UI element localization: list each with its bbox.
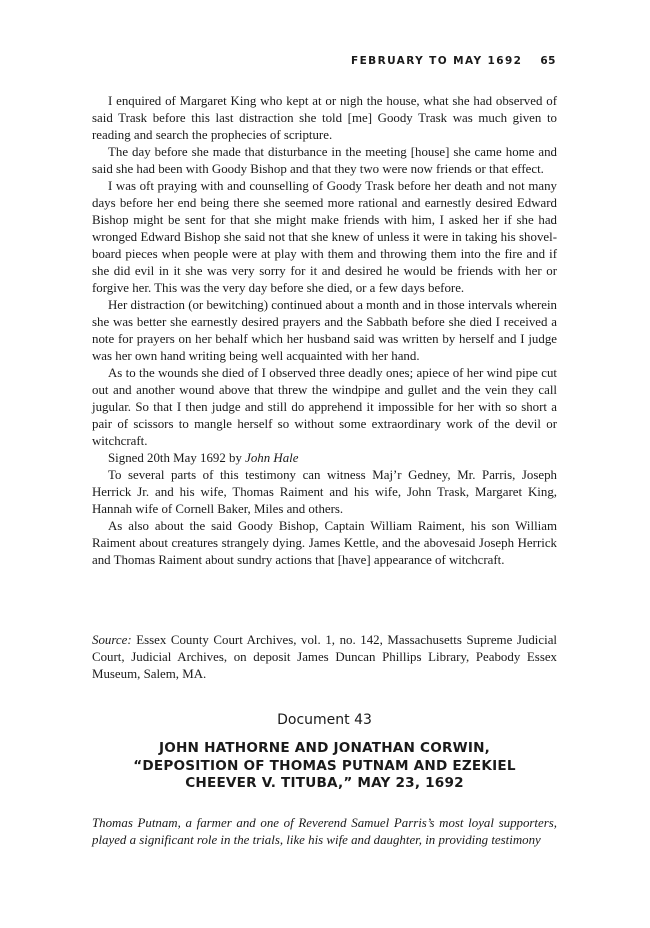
paragraph: As to the wounds she died of I observed three deadly ones; apiece of her wind pipe cut out and another wound above that threw the windpipe and gullet and the vein they call jugular. So that I then judge and still do apprehend it impossible for her with so short a pair of scissors to mangle herself so without some extraordinary work of the devil or witchcraft.	[92, 366, 557, 448]
signature-line	[92, 450, 557, 467]
paragraph: The day before she made that disturbance in the meeting [house] she came home and said she had been with Goody Bishop and that they two were now friends or that effect.	[92, 145, 557, 176]
document-title	[92, 740, 557, 793]
paragraph: As also about the said Goody Bishop, Captain William Raiment, his son William Raiment about creatures strangely dying. James Kettle, and the abovesaid Joseph Herrick and Thomas Raiment about sundry actions that [have] appearance of witchcraft.	[92, 519, 557, 567]
paragraph: I enquired of Margaret King who kept at or nigh the house, what she had observed of said Trask before this last distraction she told [me] Goody Trask was much given to reading and search the prophecies of scripture.	[92, 94, 557, 142]
document-number: Document 43	[277, 712, 372, 728]
page-number: 65	[540, 55, 556, 67]
running-head	[92, 55, 556, 67]
source-label: Source:	[92, 633, 132, 647]
source-text: Essex County Court Archives, vol. 1, no. 142, Massachusetts Supreme Judicial Court, Judicial Archives, on deposit James Duncan Phillips Library, Peabody Essex Museum, Salem, MA.	[92, 633, 557, 681]
testimony-body	[92, 93, 557, 569]
title-line: CHEEVER V. TITUBA,” MAY 23, 1692	[185, 775, 464, 791]
paragraph: To several parts of this testimony can witness Maj’r Gedney, Mr. Parris, Joseph Herrick Jr. and his wife, Thomas Raiment and his wife, John Trask, Margaret King, Hannah wife of Cornell Baker, Miles and others.	[92, 468, 557, 516]
signed-prefix: Signed 20th May 1692 by	[108, 451, 246, 465]
source-note	[92, 632, 557, 683]
running-title: FEBRUARY TO MAY 1692	[351, 55, 523, 67]
title-line: “DEPOSITION OF THOMAS PUTNAM AND EZEKIEL	[133, 757, 516, 774]
paragraph: I was oft praying with and counselling of Goody Trask before her death and not many days before her end being there she seemed more rational and earnestly desired Edward Bishop might be sent for that she might make friends with him, I asked her if she had wronged Edward Bishop she said not that she knew of unless it were in taking his shovel-board pieces when people were at play with them and throwing them into the fire and if she did evil in it she was very sorry for it and desired he would be friends with her or forgive her. This was the very day before she died, or a few days before.	[92, 179, 557, 295]
title-line: JOHN HATHORNE AND JONATHAN CORWIN,	[158, 740, 491, 756]
signer-name: John Hale	[245, 451, 299, 465]
paragraph: Her distraction (or bewitching) continued about a month and in those intervals wherein she was better she earnestly desired prayers and the Sabbath before she died I received a note for prayers on her behalf which her husband said was written by herself and I judge was her own hand writing being well acquainted with her hand.	[92, 298, 557, 363]
document-intro: Thomas Putnam, a farmer and one of Reverend Samuel Parris’s most loyal supporters, played a significant role in the trials, like his wife and daughter, in providing testimony	[92, 816, 557, 847]
